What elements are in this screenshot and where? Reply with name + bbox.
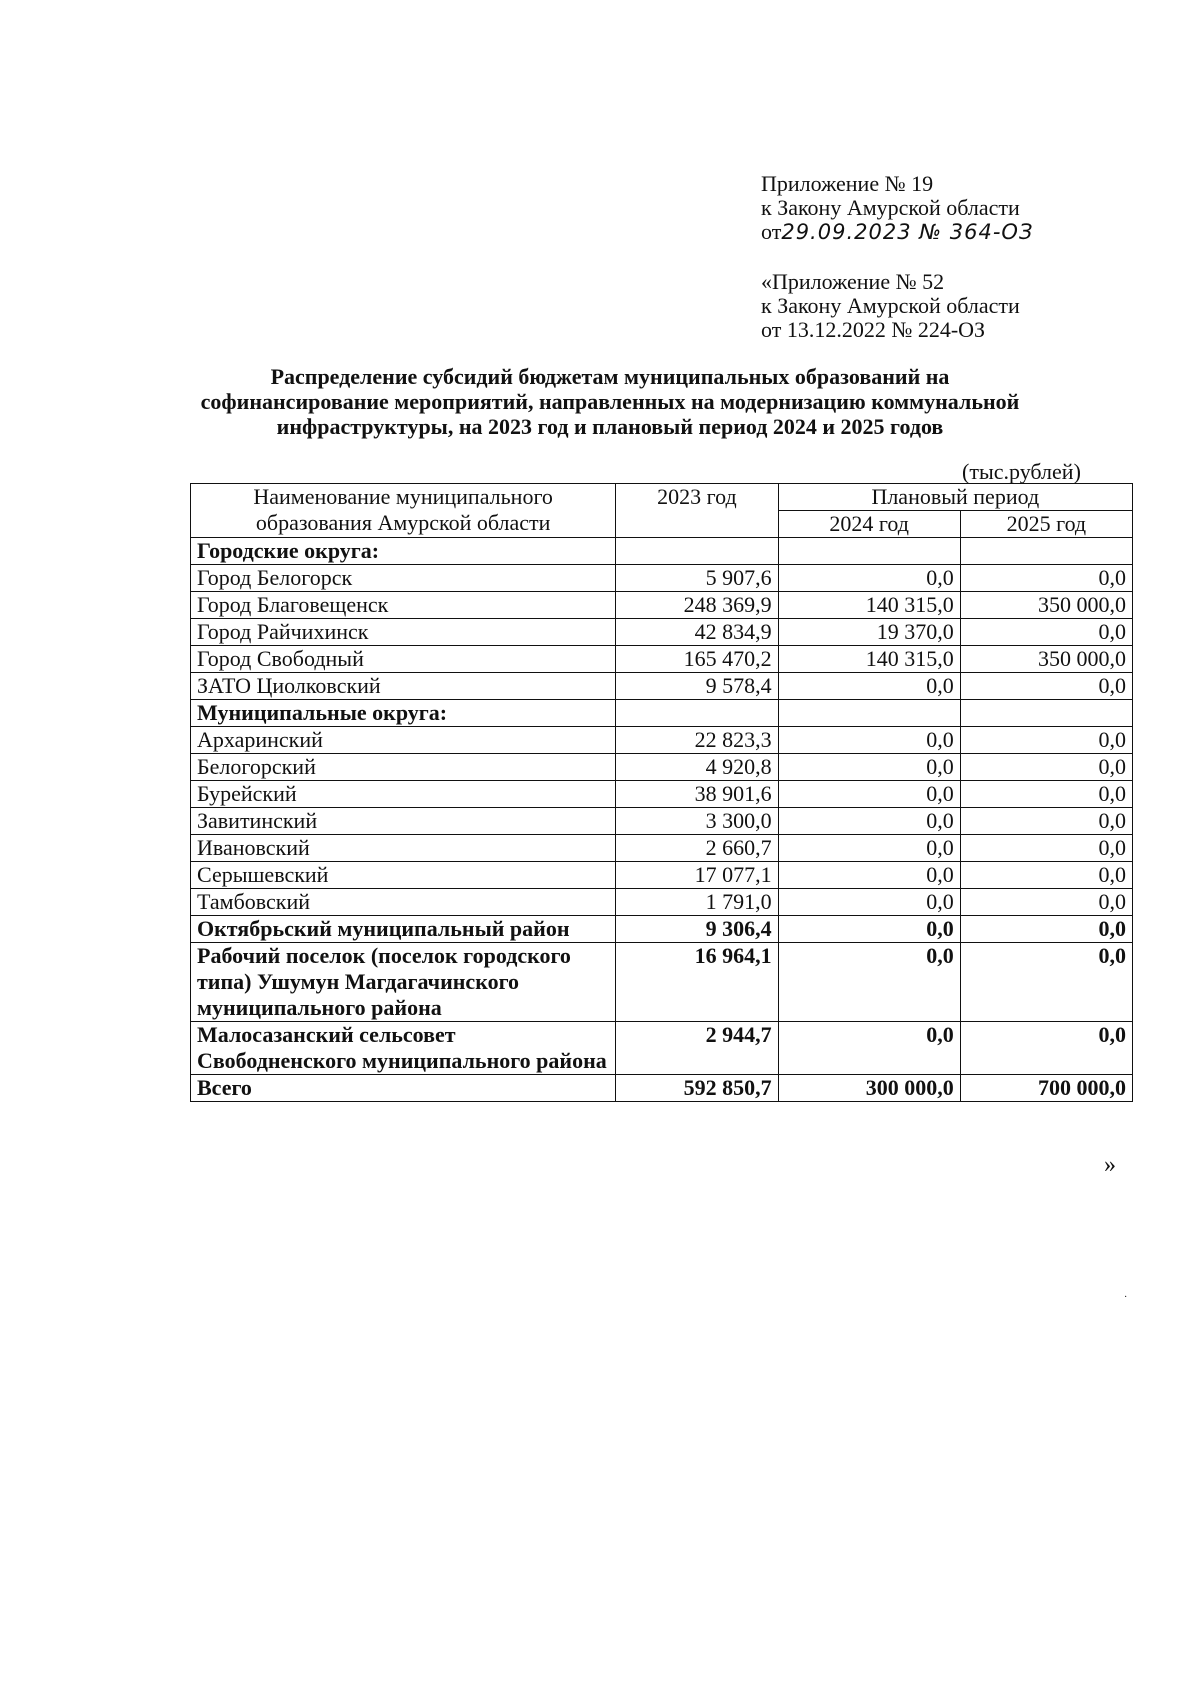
cell-name: Ивановский [191,835,616,862]
appendix-19-date-prefix: от [761,219,782,244]
cell-y2024: 0,0 [778,835,960,862]
subsidy-table [190,483,1133,1102]
table-row [191,781,1133,808]
cell-y2025: 0,0 [960,673,1132,700]
cell-y2023: 3 300,0 [616,808,778,835]
header-2024: 2024 год [778,511,960,538]
cell-name: Белогорский [191,754,616,781]
table-row [191,619,1133,646]
total-row [191,1075,1133,1102]
cell-y2023: 2 660,7 [616,835,778,862]
cell-y2024: 0,0 [778,889,960,916]
table-row [191,646,1133,673]
section-title: Муниципальные округа: [191,700,616,727]
header-name-line-1: Наименование муниципального [253,484,553,509]
appendix-19-header [761,172,1033,244]
cell-y2023: 5 907,6 [616,565,778,592]
cell-y2025: 0,0 [960,781,1132,808]
cell-y2025: 0,0 [960,565,1132,592]
cell-y2024: 0,0 [778,808,960,835]
appendix-52-date: от 13.12.2022 № 224-ОЗ [761,317,986,342]
table-row [191,889,1133,916]
table-row [191,835,1133,862]
appendix-52-law: к Закону Амурской области [761,293,1020,318]
cell-y2024: 0,0 [778,943,960,1022]
cell-y2024: 0,0 [778,754,960,781]
section-row-municipal [191,700,1133,727]
cell-y2025: 0,0 [960,727,1132,754]
table-row [191,862,1133,889]
cell-y2023: 9 578,4 [616,673,778,700]
appendix-52-title: «Приложение № 52 [761,269,945,294]
cell-y2023: 9 306,4 [616,916,778,943]
cell-y2025: 0,0 [960,619,1132,646]
header-2025: 2025 год [960,511,1132,538]
handwritten-date-number: 29.09.2023 № 364-ОЗ [781,220,1034,244]
cell-name: Архаринский [191,727,616,754]
cell-y2025: 0,0 [960,754,1132,781]
cell-name: Малосазанский сельсовет Свободненского муниципального района [191,1022,616,1075]
document-title [150,364,1070,439]
cell-y2025: 0,0 [960,835,1132,862]
cell-y2023: 38 901,6 [616,781,778,808]
cell-y2024: 0,0 [778,916,960,943]
cell-y2025: 0,0 [960,808,1132,835]
cell-y2023: 22 823,3 [616,727,778,754]
cell-name: Город Благовещенск [191,592,616,619]
cell-y2024: 0,0 [778,781,960,808]
header-name [191,484,616,538]
cell-y2024: 0,0 [778,862,960,889]
appendix-52-header [761,270,1020,342]
cell-y2024: 0,0 [778,565,960,592]
total-y2025: 700 000,0 [960,1075,1132,1102]
cell-name: Бурейский [191,781,616,808]
cell-y2023: 1 791,0 [616,889,778,916]
title-line-3: инфраструктуры, на 2023 год и плановый период 2024 и 2025 годов [276,414,944,439]
cell-y2025: 0,0 [960,943,1132,1022]
cell-y2025: 0,0 [960,889,1132,916]
cell-y2024: 0,0 [778,673,960,700]
title-line-2: софинансирование мероприятий, направленных на модернизацию коммунальной [200,389,1020,414]
cell-y2025: 350 000,0 [960,592,1132,619]
cell-y2024: 140 315,0 [778,646,960,673]
cell-y2025: 0,0 [960,1022,1132,1075]
header-2023: 2023 год [616,484,778,538]
cell-name: Завитинский [191,808,616,835]
table-row [191,673,1133,700]
cell-name: Город Свободный [191,646,616,673]
title-line-1: Распределение субсидий бюджетам муниципальных образований на [270,364,950,389]
total-y2024: 300 000,0 [778,1075,960,1102]
cell-y2023: 42 834,9 [616,619,778,646]
cell-y2023: 2 944,7 [616,1022,778,1075]
cell-name: Город Белогорск [191,565,616,592]
header-name-line-2: образования Амурской области [255,510,551,535]
cell-name: Серышевский [191,862,616,889]
table-row-bold [191,916,1133,943]
total-y2023: 592 850,7 [616,1075,778,1102]
appendix-19-law: к Закону Амурской области [761,195,1020,220]
cell-y2023: 165 470,2 [616,646,778,673]
cell-y2025: 350 000,0 [960,646,1132,673]
table-row-bold [191,943,1133,1022]
table-row [191,808,1133,835]
cell-y2024: 0,0 [778,727,960,754]
cell-name: ЗАТО Циолковский [191,673,616,700]
table-row [191,727,1133,754]
cell-name: Октябрьский муниципальный район [191,916,616,943]
total-name: Всего [191,1075,616,1102]
cell-y2023: 248 369,9 [616,592,778,619]
table-row [191,754,1133,781]
table-row-bold [191,1022,1133,1075]
cell-name: Тамбовский [191,889,616,916]
table-header-row [191,484,1133,511]
closing-quote: » [1104,1152,1116,1178]
section-row-city [191,538,1133,565]
cell-y2024: 140 315,0 [778,592,960,619]
table-row [191,565,1133,592]
header-planned: Плановый период [778,484,1132,511]
section-title: Городские округа: [191,538,616,565]
scan-speck: · [1124,1292,1128,1303]
table-row [191,592,1133,619]
cell-name: Рабочий поселок (поселок городского типа) Ушумун Магдагачинского муниципального района [191,943,616,1022]
cell-y2023: 4 920,8 [616,754,778,781]
cell-y2024: 0,0 [778,1022,960,1075]
appendix-19-date [761,220,1033,244]
cell-y2025: 0,0 [960,916,1132,943]
cell-y2023: 17 077,1 [616,862,778,889]
units-label: (тыс.рублей) [962,459,1081,484]
cell-name: Город Райчихинск [191,619,616,646]
appendix-19-title: Приложение № 19 [761,171,934,196]
cell-y2025: 0,0 [960,862,1132,889]
cell-y2023: 16 964,1 [616,943,778,1022]
cell-y2024: 19 370,0 [778,619,960,646]
